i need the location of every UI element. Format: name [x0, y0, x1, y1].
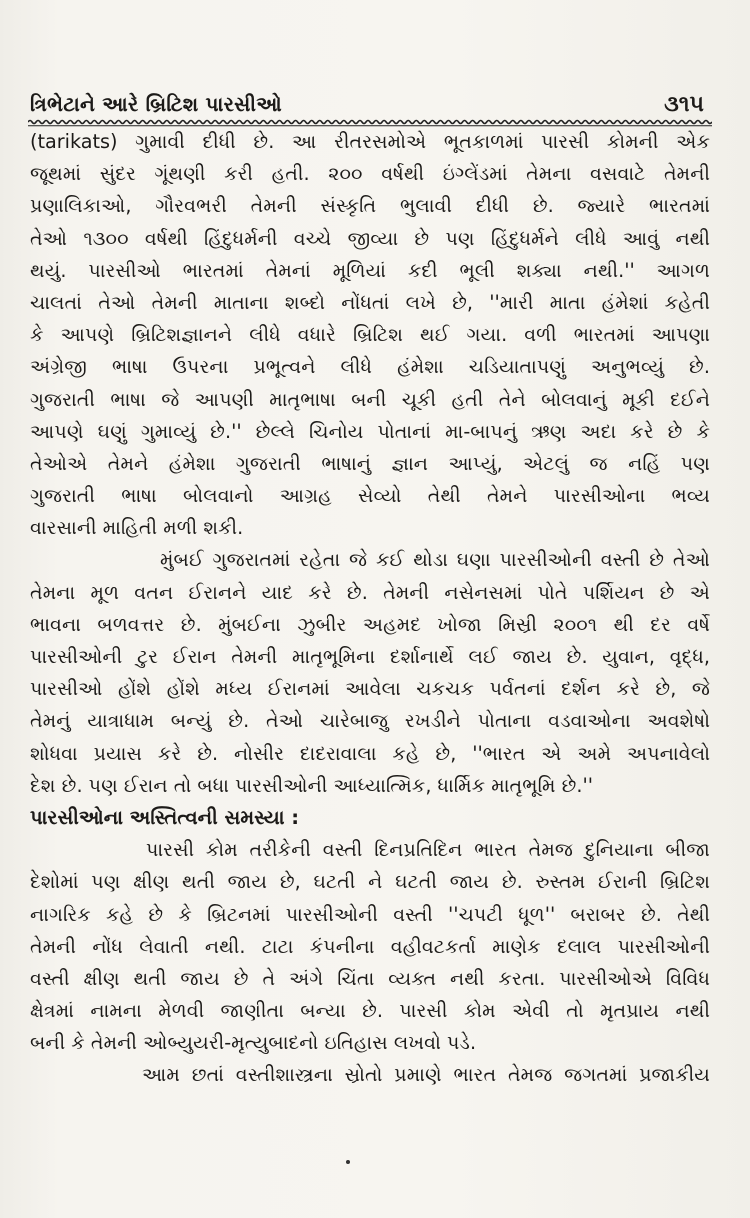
text-line: મુંબઈ ગુજરાતમાં રહેતા જે કઈ થોડા ઘણા પારસીઓની વસ્તી છે તેઓ: [160, 548, 710, 572]
text-line: ગુજરાતી ભાષા બોલવાનો આગ્રહ સેવ્યો તેથી તેમને પારસીઓના ભવ્ય: [30, 484, 710, 508]
text-line: આમ છતાં વસ્તીશાસ્ત્રના સ્રોતો પ્રમાણે ભારત તેમજ જગતમાં પ્રજાકીય: [142, 1063, 710, 1087]
text-line: આપણે ઘણું ગુમાવ્યું છે.'' છેલ્લે ચિનોય પોતાનાં મા-બાપનું ઋણ અદા કરે છે કે: [30, 419, 710, 443]
text-line: ગુજરાતી ભાષા જે આપણી માતૃભાષા બની ચૂકી હતી તેને બોલવાનું મૂકી દઈને: [30, 387, 710, 411]
text-line: કે આપણે બ્રિટિશજ્ઞાનને લીધે વધારે બ્રિટિશ થઈ ગયા. વળી ભારતમાં આપણા: [30, 323, 710, 347]
ink-dot: [346, 1160, 350, 1164]
text-line: અંગ્રેજી ભાષા ઉપરના પ્રભૂત્વને લીધે હંમેશા ચડિયાતાપણું અનુભવ્યું છે.: [30, 355, 710, 379]
text-line: તેમના મૂળ વતન ઈરાનને યાદ કરે છે. તેમની નસેનસમાં પોતે પર્શિયન છે એ: [30, 580, 710, 604]
page-header: [30, 88, 710, 120]
text-line: દેશ છે. પણ ઈરાન તો બધા પારસીઓની આધ્યાત્મિક, ધાર્મિક માતૃભૂમિ છે.'': [30, 773, 594, 797]
text-line: તેઓએ તેમને હંમેશા ગુજરાતી ભાષાનું જ્ઞાન આપ્યું, એટલું જ નહિં પણ: [30, 451, 710, 475]
paragraph-3: [30, 834, 710, 1059]
body-text: [30, 126, 710, 1092]
text-line: પારસી કોમ તરીકેની વસ્તી દિનપ્રતિદિન ભારત તેમજ દુનિયાના બીજા: [146, 838, 710, 862]
paragraph-1: [30, 126, 710, 544]
text-line: તેમનું યાત્રાધામ બન્યું છે. તેઓ ચારેબાજુ રખડીને પોતાના વડવાઓના અવશેષો: [30, 709, 710, 733]
text-line: પારસીઓની ટુર ઈરાન તેમની માતૃભૂમિના દર્શાનાર્થે લઈ જાય છે. યુવાન, વૃદ્ધ,: [30, 645, 710, 668]
page-number: ૩૧૫: [664, 91, 704, 117]
text-line: ભાવના બળવત્તર છે. મુંબઈના ઝુબીર અહમદ ખોજા મિસ્રી ૨૦૦૧ થી દર વર્ષે: [30, 612, 710, 636]
text-line: ક્ષેત્રમાં નામના મેળવી જાણીતા બન્યા છે. પારસી કોમ એવી તો મૃતપ્રાય નથી: [30, 999, 710, 1023]
paragraph-2: [30, 544, 710, 802]
text-line: વારસાની માહિતી મળી શકી.: [30, 516, 244, 540]
text-line: વસ્તી ક્ષીણ થતી જાય છે તે અંગે ચિંતા વ્યક્ત નથી કરતા. પારસીઓએ વિવિધ: [30, 966, 710, 990]
running-title: ત્રિભેટાને આરે બ્રિટિશ પારસીઓ: [30, 92, 282, 116]
text-line: બની કે તેમની ઓબ્યુયરી-મૃત્યુબાદનો ઇતિહાસ લખવો પડે.: [30, 1031, 477, 1055]
section-heading: પારસીઓના અસ્તિત્વની સમસ્યા :: [30, 805, 300, 829]
text-line: (tarikats) ગુમાવી દીધી છે. આ રીતરસમોએ ભૂતકાળમાં પારસી કોમની એક: [30, 130, 710, 153]
text-line: પારસીઓ હોંશે હોંશે મધ્ય ઈરાનમાં આવેલા ચકચક પર્વતનાં દર્શન કરે છે, જે: [30, 677, 710, 701]
text-line: પ્રણાલિકાઓ, ગૌરવભરી તેમની સંસ્કૃતિ ભુલાવી દીધી છે. જ્યારે ભારતમાં: [30, 194, 710, 218]
text-line: તેઓ ૧૩૦૦ વર્ષથી હિંદુધર્મની વચ્ચે જીવ્યા છે પણ હિંદુધર્મને લીધે આવું નથી: [30, 226, 710, 250]
text-line: થયું. પારસીઓ ભારતમાં તેમનાં મૂળિયાં કદી ભૂલી શક્યા નથી.'' આગળ: [30, 258, 710, 282]
text-line: દેશોમાં પણ ક્ષીણ થતી જાય છે, ઘટતી ને ઘટતી જાય છે. રુસ્તમ ઈરાની બ્રિટિશ: [30, 870, 710, 894]
text-line: ચાલતાં તેઓ તેમની માતાના શબ્દો નોંધતાં લખે છે, ''મારી માતા હંમેશાં કહેતી: [30, 290, 710, 314]
text-line: નાગરિક કહે છે કે બ્રિટનમાં પારસીઓની વસ્તી ''ચપટી ધૂળ'' બરાબર છે. તેથી: [30, 902, 710, 926]
text-line: તેમની નોંધ લેવાતી નથી. ટાટા કંપનીના વહીવટકર્તા માણેક દલાલ પારસીઓની: [30, 934, 710, 958]
paragraph-4: [30, 1059, 710, 1091]
text-line: જૂથમાં સુંદર ગૂંથણી કરી હતી. ૨૦૦ વર્ષથી ઇંગ્લેંડમાં તેમના વસવાટે તેમની: [30, 162, 710, 186]
text-line: શોધવા પ્રયાસ કરે છે. નોસીર દાદરાવાલા કહે છે, ''ભારત એ અમે અપનાવેલો: [30, 741, 710, 765]
